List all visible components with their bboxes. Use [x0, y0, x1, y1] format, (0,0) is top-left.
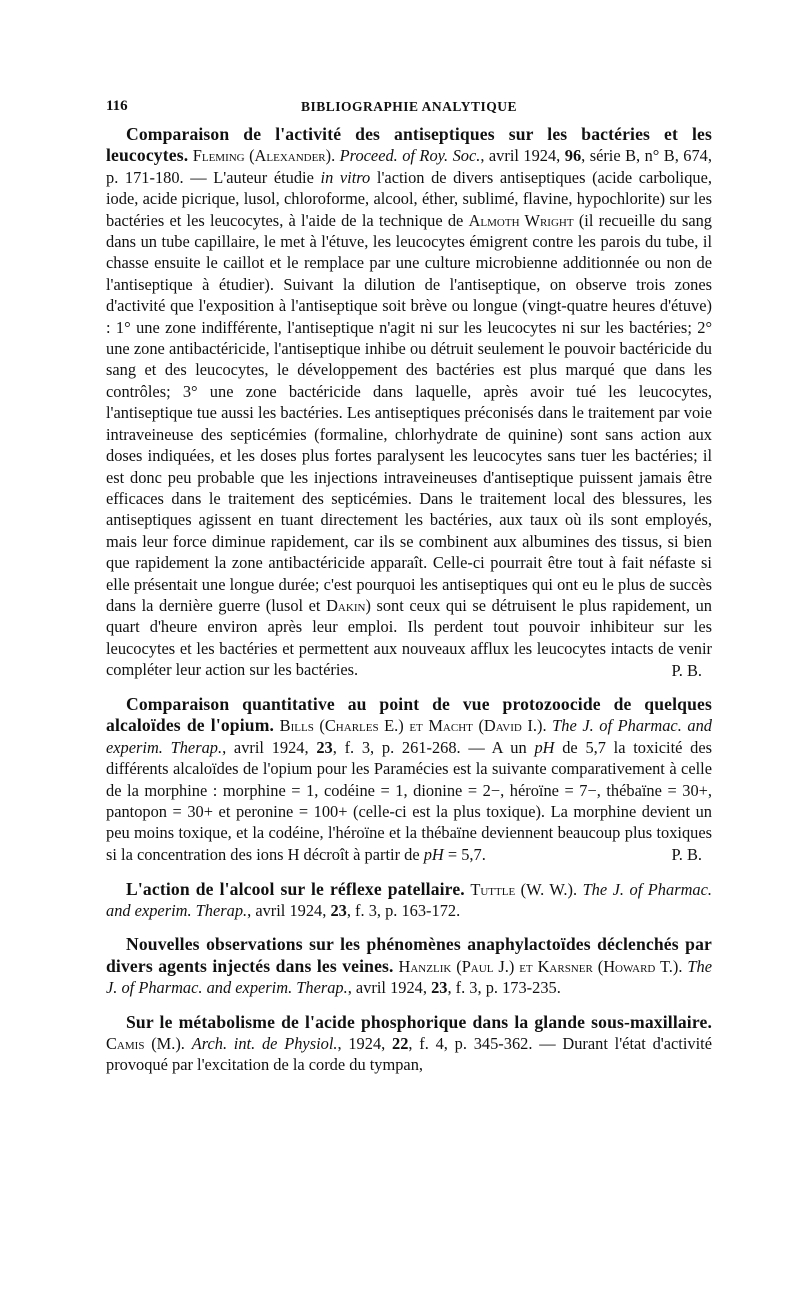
- entry-title: Comparaison quantitative au point de vue protozoocide de quelques alcaloïdes de l'opium.: [106, 693, 712, 736]
- entry-italic-term: in vitro: [320, 167, 371, 187]
- entry-italic-term: pH: [423, 844, 444, 864]
- entry-volume: 23: [330, 901, 347, 921]
- entry-journal: The J. of Pharmac. and experim. Therap.: [106, 879, 712, 921]
- entry-paragraph: [106, 124, 712, 681]
- entry-reference: , f. 3, p. 261-268. — A un: [332, 737, 527, 757]
- bibliography-entry-3: [106, 879, 712, 922]
- entry-signature: P. B.: [671, 660, 702, 680]
- entry-author: Fleming (Alexander).: [192, 146, 336, 166]
- entry-italic-term: pH: [534, 737, 555, 757]
- entry-journal: Proceed. of Roy. Soc.: [339, 146, 481, 166]
- entry-body: de 5,7 la toxicité des différents alcaloïdes de l'opium pour les Paramécies est la suivante comparativement à celle de la morphine : morphine = 1, codéine = 1, dionine = 2−, héroïne = 7−, thébaïne = 30+, pantopon = 30+ et peronine = 100+ (celle-ci est la plus toxique). La morphine devient un peu moins toxique, et la codéine, l'héroïne et la thébaïne deviennent beaucoup plus toxiques si la concentration des ions H décroît à partir de: [106, 737, 712, 864]
- bibliography-entry-5: [106, 1012, 712, 1076]
- entry-body: = 5,7.: [447, 844, 486, 864]
- entry-paragraph: [106, 694, 712, 865]
- entry-volume: 23: [431, 978, 448, 998]
- entry-title: Sur le métabolisme de l'acide phosphorique dans la glande sous-maxillaire.: [126, 1011, 712, 1032]
- entry-volume: 22: [392, 1034, 409, 1054]
- entry-body: — Durant l'état d'activité provoqué par l'excitation de la corde du tympan,: [106, 1034, 712, 1075]
- entry-reference: , f. 3, p. 173-235.: [447, 978, 561, 998]
- entry-title: L'action de l'alcool sur le réflexe patellaire.: [126, 878, 465, 899]
- entry-signature: P. B.: [671, 845, 702, 865]
- entry-reference: , série B, n° B, 674, p. 171-180. — L'auteur étudie: [106, 146, 712, 187]
- entry-cited-name: Almoth Wright: [468, 210, 574, 230]
- entry-body: l'action de divers antiseptiques (acide carbolique, iode, acide picrique, lusol, chloroforme, alcool, éther, sublimé, flavine, hypochlorite) sur les bactéries et les leucocytes, à l'aide de la technique de: [106, 167, 713, 230]
- entry-title: Comparaison de l'activité des antiseptiques sur les bactéries et les leucocytes.: [106, 124, 712, 166]
- entry-cited-name: Dakin: [326, 595, 366, 615]
- entry-body: (il recueille du sang dans un tube capillaire, le met à l'étuve, les leucocytes émigrent contre les parois du tube, il chasse ensuite le caillot et le remplace par une culture microbienne additionnée ou non de l'antiseptique à étudier). Suivant la dilution de l'antiseptique, on observe trois zones d'activité que l'exposition à l'antiseptique soit brève ou longue (vingt-quatre heures d'étuve) : 1° une zone indifférente, l'antiseptique n'agit ni sur les leucocytes ni sur les bactéries; 2° une zone antibactéricide, l'antiseptique inhibe ou détruit seulement le pouvoir bactéricide du sang et des leucocytes, le développement des bactéries est plus marqué que dans les contrôles; 3° une zone bactéricide dans laquelle, après avoir tué les leucocytes, l'antiseptique tue aussi les bactéries. Les antiseptiques préconisés dans le traitement par voie intraveineuse des septicémies (formaline, chlorhydrate de quinine) sont sans action aux doses indiquées, et les doses plus fortes paralysent les leucocytes sans tuer les bactéries; il est donc peu probable que les injections intraveineuses d'antiseptique puissent jamais être efficaces dans le traitement des septicémies. Dans le traitement local des blessures, les antiseptiques agissent en tuant directement les bactéries, aux taux où ils sont employés, mais leur force diminue rapidement, car ils se combinent aux albumines des tissus, si bien que rapidement la zone antibactéricide apparaît. Celle-ci pourrait être tout à fait néfaste si elle présentait une longue durée; c'est pourquoi les antiseptiques qui ont eu le plus de succès dans la dernière guerre (lusol et: [106, 210, 712, 615]
- entry-author: Tuttle (W. W.).: [470, 879, 578, 899]
- entry-reference: , f. 3, p. 163-172.: [346, 901, 461, 921]
- entry-journal: The J. of Pharmac. and experim. Therap.: [106, 716, 712, 757]
- bibliography-entry-1: [106, 124, 712, 681]
- entry-date: , 1924,: [337, 1034, 386, 1054]
- entry-title: Nouvelles observations sur les phénomènes anaphylactoïdes déclenchés par divers agents injectés dans les veines.: [106, 934, 712, 976]
- entry-date: , avril 1924,: [222, 737, 309, 757]
- entry-volume: 23: [316, 737, 333, 757]
- bibliography-entry-2: [106, 694, 712, 866]
- entry-journal: The J. of Pharmac. and experim. Therap.: [106, 956, 712, 998]
- document-page: [106, 96, 712, 1089]
- entry-author: Camis (M.).: [106, 1034, 185, 1054]
- page-number: 116: [106, 98, 128, 114]
- entry-author: Hanzlik (Paul J.) et Karsner (Howard T.).: [398, 956, 683, 976]
- entry-author: Bills (Charles E.) et Macht (David I.).: [279, 716, 547, 736]
- entry-date: , avril 1924,: [347, 978, 427, 998]
- entry-body: ) sont ceux qui se détruisent le plus rapidement, un quart d'heure environ après leur emploi. Ils perdent tout pouvoir inhibiteur sur les leucocytes et les bactéries et permettent aux nouveaux afflux les leucocytes intacts de venir compléter leur action sur les bactéries.: [106, 595, 712, 680]
- page-header: [106, 96, 712, 118]
- entry-paragraph: [106, 1012, 712, 1076]
- bibliography-entry-4: [106, 934, 712, 998]
- entry-date: , avril 1924,: [480, 146, 561, 166]
- entry-paragraph: [106, 879, 712, 922]
- entry-paragraph: [106, 934, 712, 998]
- entry-volume: 96: [564, 146, 582, 166]
- entry-reference: , f. 4, p. 345-362.: [408, 1034, 533, 1054]
- entry-journal: Arch. int. de Physiol.: [191, 1034, 338, 1054]
- entry-date: , avril 1924,: [247, 901, 327, 921]
- running-title: BIBLIOGRAPHIE ANALYTIQUE: [301, 99, 517, 114]
